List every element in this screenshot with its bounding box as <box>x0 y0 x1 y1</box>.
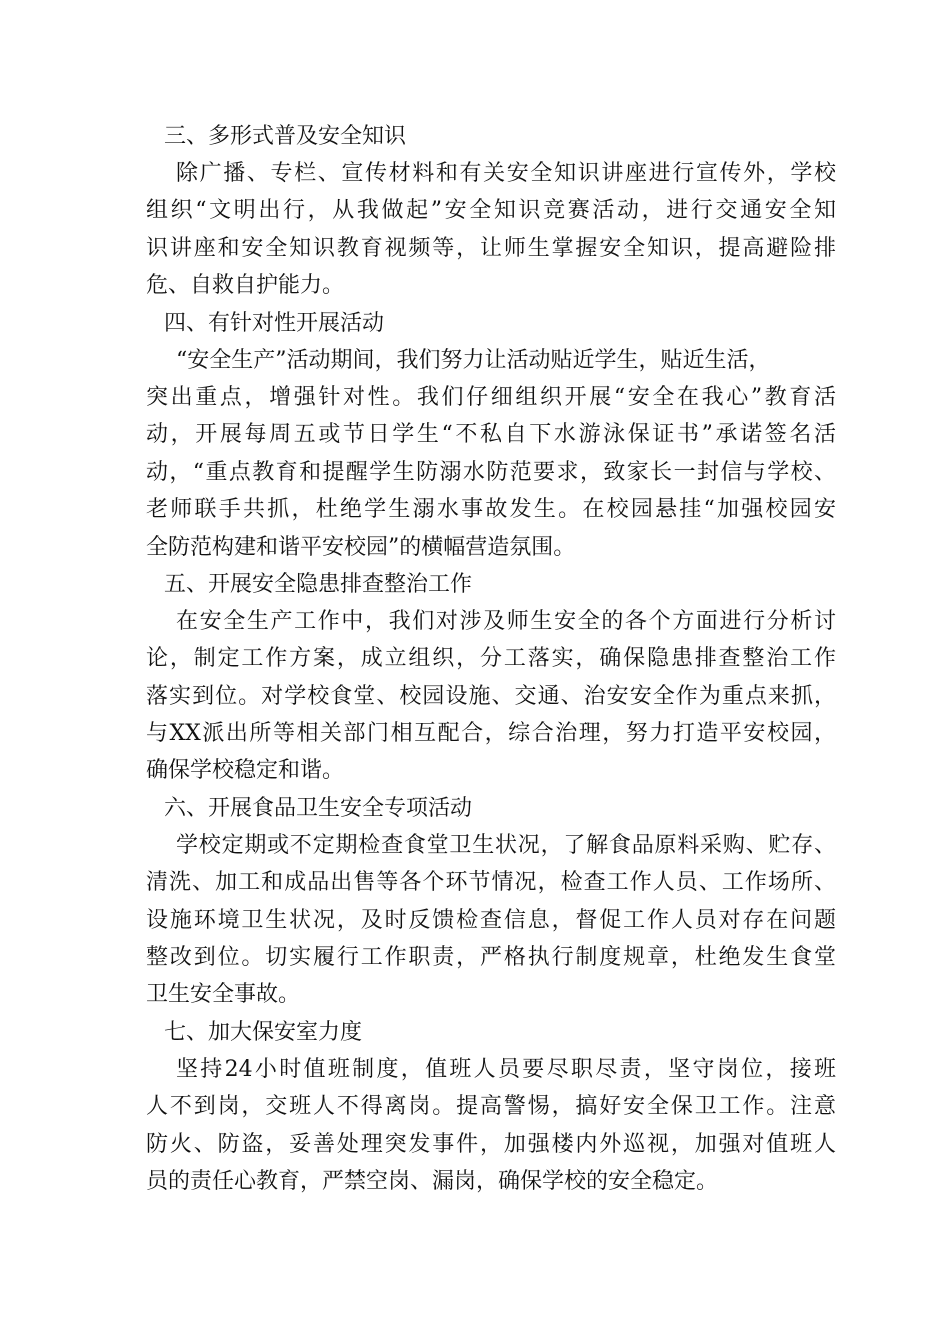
paragraph-line: 整改到位。切实履行工作职责，严格执行制度规章，杜绝发生食堂 <box>146 945 836 971</box>
paragraph-line: 突出重点，增强针对性。我们仔细组织开展“安全在我心”教育活 <box>146 384 836 410</box>
paragraph-line: 清洗、加工和成品出售等各个环节情况，检查工作人员、工作场所、 <box>146 870 836 896</box>
paragraph-line: 除广播、专栏、宣传材料和有关安全知识讲座进行宣传外，学校 <box>176 161 836 186</box>
paragraph-line: 危、自救自护能力。 <box>146 273 345 299</box>
paragraph-line: 员的责任心教育，严禁空岗、漏岗，确保学校的安全稳定。 <box>146 1168 719 1194</box>
paragraph-line: “安全生产”活动期间，我们努力让活动贴近学生，贴近生活， <box>176 347 771 373</box>
paragraph-line: 组织“文明出行，从我做起”安全知识竞赛活动，进行交通安全知 <box>146 198 836 224</box>
section-paragraph <box>146 342 836 566</box>
paragraph-line: 防火、防盗，妥善处理突发事件，加强楼内外巡视，加强对值班人 <box>146 1131 836 1157</box>
section-4 <box>146 305 836 566</box>
section-paragraph <box>146 827 836 1014</box>
section-3 <box>146 118 836 305</box>
section-paragraph <box>146 603 836 790</box>
section-6 <box>146 790 836 1014</box>
paragraph-line: 人不到岗，交班人不得离岗。提高警惕，搞好安全保卫工作。注意 <box>146 1094 836 1120</box>
paragraph-line: 老师联手共抓，杜绝学生溺水事故发生。在校园悬挂“加强校园安 <box>146 497 836 523</box>
paragraph-line: 坚持24小时值班制度，值班人员要尽职尽责，坚守岗位，接班 <box>176 1056 836 1082</box>
section-5 <box>146 566 836 790</box>
section-heading: 五、开展安全隐患排查整治工作 <box>164 571 473 597</box>
section-paragraph <box>146 155 836 305</box>
section-heading: 四、有针对性开展活动 <box>164 310 385 336</box>
paragraph-line: 确保学校稳定和谐。 <box>146 758 345 784</box>
paragraph-line: 全防范构建和谐平安校园”的横幅营造氛围。 <box>146 534 576 560</box>
paragraph-line: 落实到位。对学校食堂、校园设施、交通、治安安全作为重点来抓， <box>146 683 836 709</box>
paragraph-line: 与XX派出所等相关部门相互配合，综合治理，努力打造平安校园， <box>146 721 836 747</box>
paragraph-line: 识讲座和安全知识教育视频等，让师生掌握安全知识，提高避险排 <box>146 235 836 261</box>
paragraph-line: 动，开展每周五或节日学生“不私自下水游泳保证书”承诺签名活 <box>146 422 836 448</box>
paragraph-line: 卫生安全事故。 <box>146 982 301 1008</box>
document-body <box>146 118 836 1200</box>
paragraph-line: 在安全生产工作中，我们对涉及师生安全的各个方面进行分析讨 <box>176 608 836 634</box>
section-heading: 七、加大保安室力度 <box>164 1019 363 1045</box>
section-7 <box>146 1014 836 1201</box>
section-heading: 六、开展食品卫生安全专项活动 <box>164 795 473 821</box>
paragraph-line: 论，制定工作方案，成立组织，分工落实，确保隐患排查整治工作 <box>146 646 836 672</box>
section-heading: 三、多形式普及安全知识 <box>164 124 407 149</box>
paragraph-line: 动，“重点教育和提醒学生防溺水防范要求，致家长一封信与学校、 <box>146 459 836 485</box>
paragraph-line: 学校定期或不定期检查食堂卫生状况，了解食品原料采购、贮存、 <box>176 832 836 858</box>
section-paragraph <box>146 1051 836 1201</box>
paragraph-line: 设施环境卫生状况，及时反馈检查信息，督促工作人员对存在问题 <box>146 907 836 933</box>
